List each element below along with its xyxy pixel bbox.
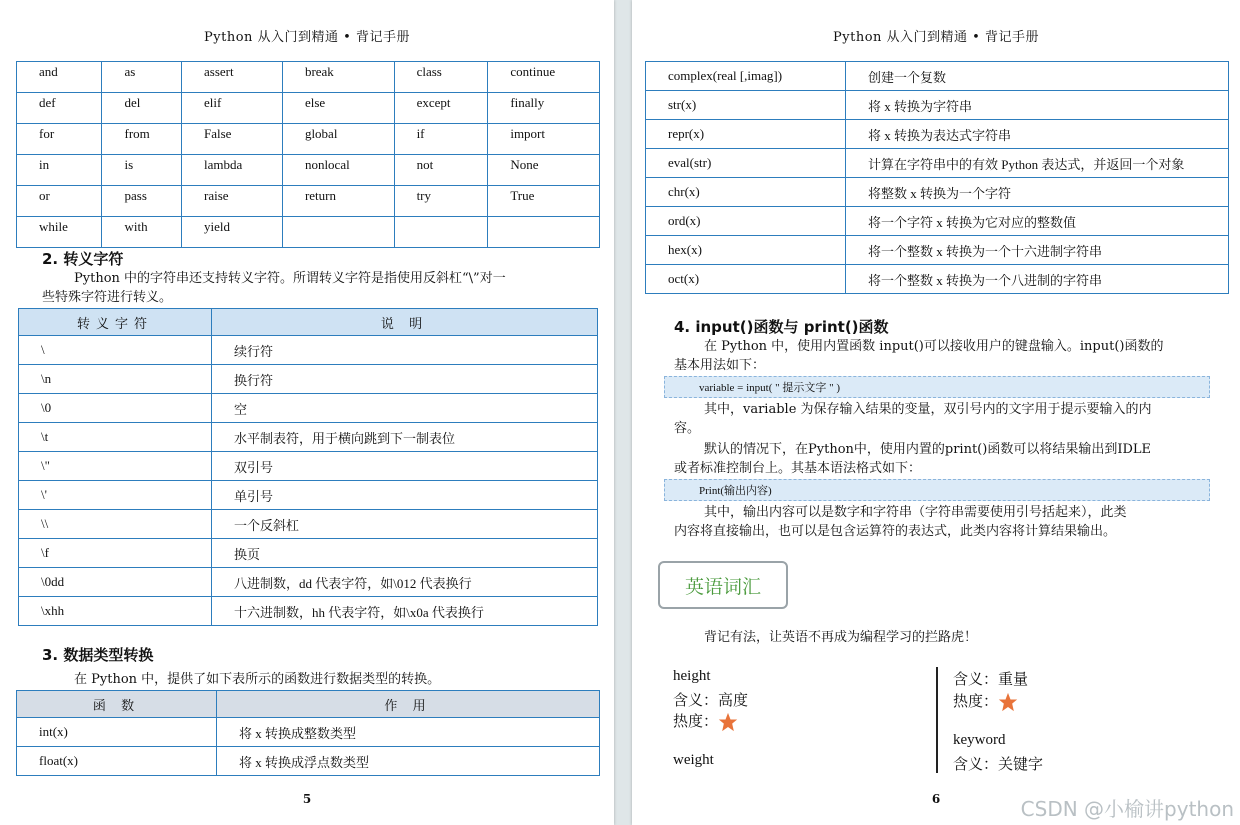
keyword-row-cell: assert [182,62,283,93]
conversion-table-continued [645,61,1229,294]
page-number-left: 5 [302,792,312,806]
code-input-example: variable = input( " 提示文字 " ) [664,376,1210,398]
vocab-word-height: height [673,668,711,684]
keyword-row-cell: import [488,124,600,155]
function-row-cell: repr(x) [646,120,846,149]
escape-row-cell: 换行符 [212,365,598,394]
keyword-row-cell: for [17,124,102,155]
escape-row-cell: 空 [212,394,598,423]
escape-header-desc: 说 明 [212,309,598,336]
function-row-cell: 将 x 转换为字符串 [846,91,1229,120]
left-page [0,0,614,825]
vocab-tagline: 背记有法，让英语不再成为编程学习的拦路虎！ [704,630,978,645]
keyword-row-cell: elif [182,93,283,124]
star-icon [718,712,738,732]
keyword-row-cell: as [102,62,182,93]
escape-row-cell: 八进制数，dd 代表字符，如\012 代表换行 [212,568,598,597]
escape-row-cell: 双引号 [212,452,598,481]
keyword-row-cell: yield [182,217,283,248]
keyword-row-cell: except [394,93,488,124]
escape-row-cell: \0 [19,394,212,423]
function-row-cell: complex(real [,imag]) [646,62,846,91]
keyword-row-cell [394,217,488,248]
vocab-heat-weight [953,690,1018,712]
page-number-right: 6 [931,792,941,806]
watermark: CSDN @小榆讲python [1020,797,1234,821]
keyword-row-cell: global [282,124,394,155]
keyword-row-cell: False [182,124,283,155]
heat-prefix: 热度： [953,692,999,710]
vocab-word-weight: weight [673,752,714,768]
escape-table [18,308,598,626]
keyword-row [17,186,600,217]
function-row-cell: 计算在字符串中的有效 Python 表达式，并返回一个对象 [846,149,1229,178]
section-4-p3-line2: 或者标准控制台上。其基本语法格式如下： [674,461,922,476]
escape-row-cell: 十六进制数，hh 代表字符，如\x0a 代表换行 [212,597,598,626]
section-4-p4-line1: 其中，输出内容可以是数字和字符串（字符串需要使用引号括起来），此类 [704,505,1127,520]
function-row-cell: oct(x) [646,265,846,294]
keyword-row-cell: try [394,186,488,217]
keyword-row-cell: def [17,93,102,124]
conversion-header-func: 函 数 [17,691,217,718]
keyword-row [17,217,600,248]
keyword-row-cell: nonlocal [282,155,394,186]
meaning-value: 重量 [998,670,1029,688]
vocab-column-divider [936,667,938,773]
section-4-p2-line1: 其中，variable 为保存输入结果的变量，双引号内的文字用于提示要输入的内 [704,402,1152,417]
keyword-row [17,124,600,155]
keyword-row [17,93,600,124]
section-4-p1-line2: 基本用法如下： [674,358,766,373]
function-row [646,120,1229,149]
keyword-row-cell: not [394,155,488,186]
keyword-row-cell [282,217,394,248]
escape-row [19,597,598,626]
function-row [646,236,1229,265]
keywords-table [16,61,600,248]
keyword-row-cell: pass [102,186,182,217]
keyword-row-cell: and [17,62,102,93]
function-row-cell: ord(x) [646,207,846,236]
function-row-cell: 将一个整数 x 转换为一个八进制的字符串 [846,265,1229,294]
vocab-word-keyword: keyword [953,732,1006,748]
escape-row-cell: \n [19,365,212,394]
meaning-value: 关键字 [998,755,1044,773]
keyword-row [17,155,600,186]
vocab-meaning-height [673,689,748,710]
page-gutter [614,0,632,825]
vocab-section-tab: 英语词汇 [658,561,788,609]
function-row-cell: 创建一个复数 [846,62,1229,91]
section-3-intro: 在 Python 中，提供了如下表所示的函数进行数据类型的转换。 [74,672,441,687]
function-row-cell: 将一个整数 x 转换为一个十六进制字符串 [846,236,1229,265]
running-title-left: Python 从入门到精通 • 背记手册 [204,30,410,45]
keyword-row-cell [488,217,600,248]
conversion-row-cell: int(x) [17,718,217,747]
escape-row-cell: \' [19,481,212,510]
section-3-title: 3. 数据类型转换 [42,646,154,664]
heat-prefix: 热度： [673,712,719,730]
meaning-prefix: 含义： [953,755,999,773]
meaning-prefix: 含义： [673,691,719,709]
function-row-cell: str(x) [646,91,846,120]
keyword-row-cell: with [102,217,182,248]
keyword-row-cell: finally [488,93,600,124]
meaning-prefix: 含义： [953,670,999,688]
keyword-row-cell: return [282,186,394,217]
function-row [646,62,1229,91]
keyword-row-cell: class [394,62,488,93]
code-print-example: Print(输出内容) [664,479,1210,501]
keyword-row-cell: None [488,155,600,186]
function-row-cell: 将 x 转换为表达式字符串 [846,120,1229,149]
escape-row-cell: 单引号 [212,481,598,510]
meaning-value: 高度 [718,691,749,709]
conversion-row [17,747,600,776]
conversion-row-cell: float(x) [17,747,217,776]
escape-row [19,365,598,394]
escape-row [19,539,598,568]
escape-row [19,510,598,539]
keyword-row-cell: del [102,93,182,124]
escape-row-cell: \0dd [19,568,212,597]
section-4-p3-line1: 默认的情况下，在Python中，使用内置的print()函数可以将结果输出到IDLE [704,442,1152,457]
escape-row-cell: \f [19,539,212,568]
keyword-row [17,62,600,93]
escape-row-cell: \xhh [19,597,212,626]
section-4-title: 4. input()函数与 print()函数 [674,318,889,336]
function-row [646,149,1229,178]
function-row-cell: chr(x) [646,178,846,207]
function-row [646,91,1229,120]
escape-row [19,336,598,365]
section-4-p4-line2: 内容将直接输出，也可以是包含运算符的表达式，此类内容将计算结果输出。 [674,524,1117,539]
running-title-right: Python 从入门到精通 • 背记手册 [833,30,1039,45]
keyword-row-cell: or [17,186,102,217]
keyword-row-cell: continue [488,62,600,93]
section-2-title: 2. 转义字符 [42,250,124,268]
conversion-row-cell: 将 x 转换成整数类型 [217,718,600,747]
vocab-meaning-keyword [953,753,1043,774]
escape-row-cell: \t [19,423,212,452]
conversion-table [16,690,600,776]
function-row [646,265,1229,294]
function-row-cell: eval(str) [646,149,846,178]
escape-row-cell: \" [19,452,212,481]
escape-row [19,481,598,510]
escape-header-char: 转义字符 [19,309,212,336]
escape-row-cell: \ [19,336,212,365]
escape-row [19,452,598,481]
function-row [646,178,1229,207]
section-4-p1-line1: 在 Python 中，使用内置函数 input()可以接收用户的键盘输入。input()函数的 [704,339,1164,354]
keyword-row-cell: else [282,93,394,124]
function-row-cell: hex(x) [646,236,846,265]
escape-row-cell: 续行符 [212,336,598,365]
function-row-cell: 将整数 x 转换为一个字符 [846,178,1229,207]
escape-row-cell: 水平制表符，用于横向跳到下一制表位 [212,423,598,452]
star-icon [998,692,1018,712]
keyword-row-cell: raise [182,186,283,217]
keyword-row-cell: is [102,155,182,186]
vocab-meaning-weight [953,668,1028,689]
escape-row [19,423,598,452]
vocab-heat-height [673,710,738,732]
keyword-row-cell: True [488,186,600,217]
keyword-row-cell: while [17,217,102,248]
escape-row [19,394,598,423]
escape-row-cell: \\ [19,510,212,539]
section-4-p2-line2: 容。 [674,421,701,436]
keyword-row-cell: from [102,124,182,155]
keyword-row-cell: in [17,155,102,186]
keyword-row-cell: lambda [182,155,283,186]
conversion-row [17,718,600,747]
function-row-cell: 将一个字符 x 转换为它对应的整数值 [846,207,1229,236]
function-row [646,207,1229,236]
keyword-row-cell: break [282,62,394,93]
escape-row-cell: 一个反斜杠 [212,510,598,539]
section-2-intro-line2: 些特殊字符进行转义。 [42,290,173,305]
conversion-row-cell: 将 x 转换成浮点数类型 [217,747,600,776]
keyword-row-cell: if [394,124,488,155]
escape-row-cell: 换页 [212,539,598,568]
escape-row [19,568,598,597]
conversion-header-effect: 作 用 [217,691,600,718]
section-2-intro-line1: Python 中的字符串还支持转义字符。所谓转义字符是指使用反斜杠“\”对一 [74,271,506,286]
